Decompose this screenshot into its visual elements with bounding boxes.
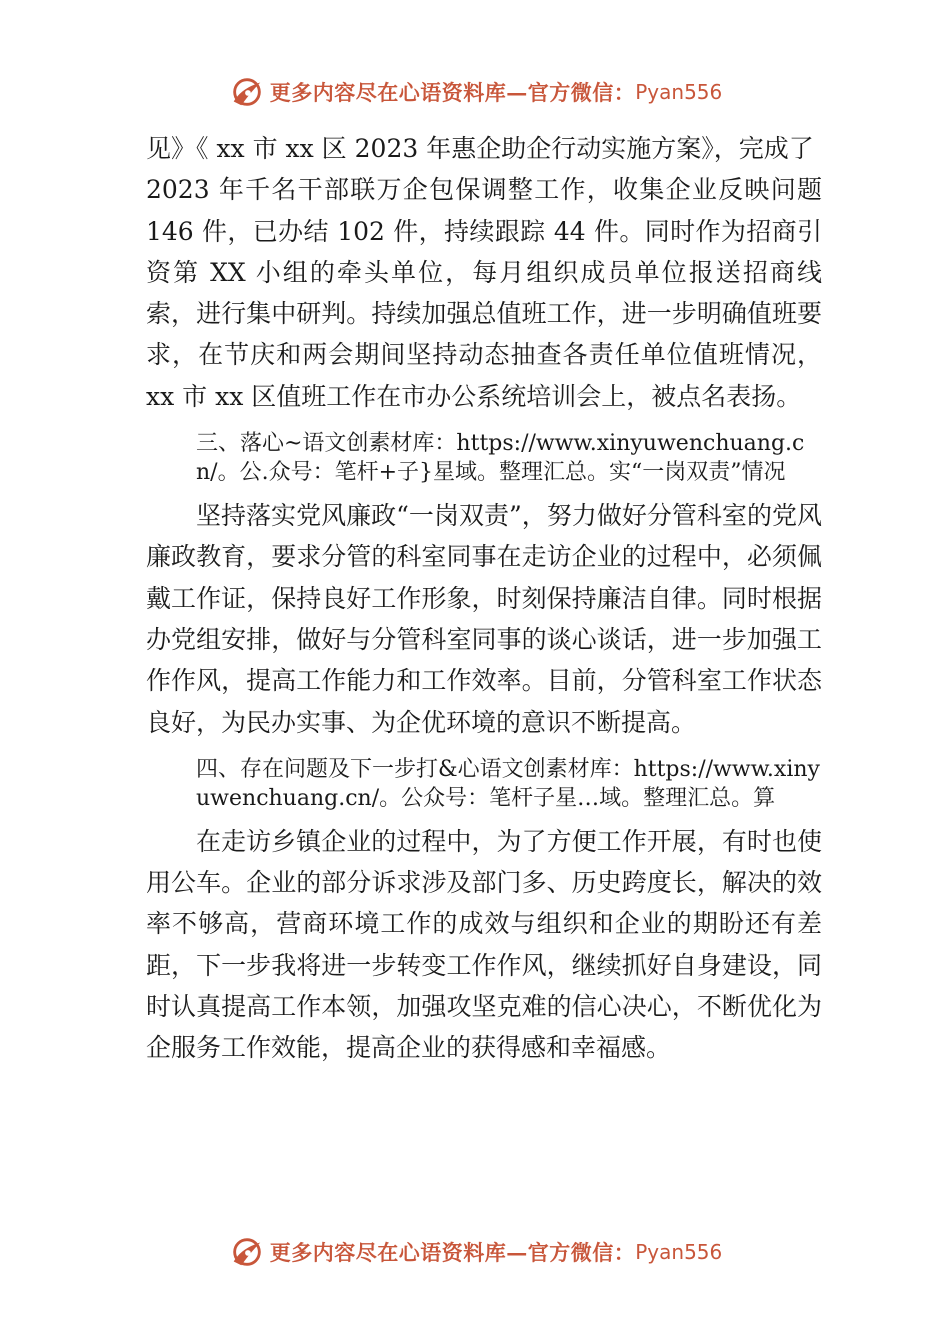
banner-text: 更多内容尽在心语资料库—官方微信： (269, 80, 636, 105)
brush-logo-icon (228, 1233, 266, 1271)
paragraph-4: 在走访乡镇企业的过程中，为了方便工作开展，有时也使用公车。企业的部分诉求涉及部门多、历史跨度长，解决的效率不够高，营商环境工作的成效与组织和企业的期盼还有差距，下一步我将进一步转变工作作风，继续抓好自身建设，同时认真提高工作本领，加强攻坚克难的信心决心，不断优化为企服务工作效能，提高企业的获得感和幸福感。 (146, 826, 822, 1063)
paragraph-1: 见》《 xx 市 xx 区 2023 年惠企助企行动实施方案》，完成了 (146, 134, 814, 163)
banner-text: 更多内容尽在心语资料库—官方微信： (269, 1240, 636, 1265)
header-banner (0, 70, 950, 114)
banner-wechat-id: Pyan556 (635, 1240, 723, 1264)
footer-banner (0, 1230, 950, 1274)
banner-wechat-id: Pyan556 (635, 80, 723, 104)
paragraph-2: 2023 年千名干部联万企包保调整工作，收集企业反映问题 146 件，已办结 102 件，持续跟踪 44 件。同时作为招商引资第 XX 小组的牵头单位，每月组织成员单位报送招商线索，进行集中研判。持续加强总值班工作，进一步明确值班要求，在节庆和两会期间坚持动态抽查各责任单位值班情况，xx 市 xx 区值班工作在市办公系统培训会上，被点名表扬。 (146, 175, 822, 411)
brush-logo-icon (228, 73, 266, 111)
paragraph-3: 坚持落实党风廉政“一岗双责”，努力做好分管科室的党风廉政教育，要求分管的科室同事在走访企业的过程中，必须佩戴工作证，保持良好工作形象，时刻保持廉洁自律。同时根据办党组安排，做好与分管科室同事的谈心谈话，进一步加强工作作风，提高工作能力和工作效率。目前，分管科室工作状态良好，为民办实事、为企优环境的意识不断提高。 (146, 501, 822, 737)
section-heading-3: 三、落心~语文创素材库：https://www.xinyuwenchuang.cn/。公.众号：笔杆+子}星域。整理汇总。实“一岗双责”情况 (196, 431, 805, 486)
section-heading-4: 四、存在问题及下一步打&心语文创素材库：https://www.xinyuwenchuang.cn/。公众号：笔杆子星…域。整理汇总。算 (196, 756, 820, 811)
document-body (146, 128, 822, 1069)
